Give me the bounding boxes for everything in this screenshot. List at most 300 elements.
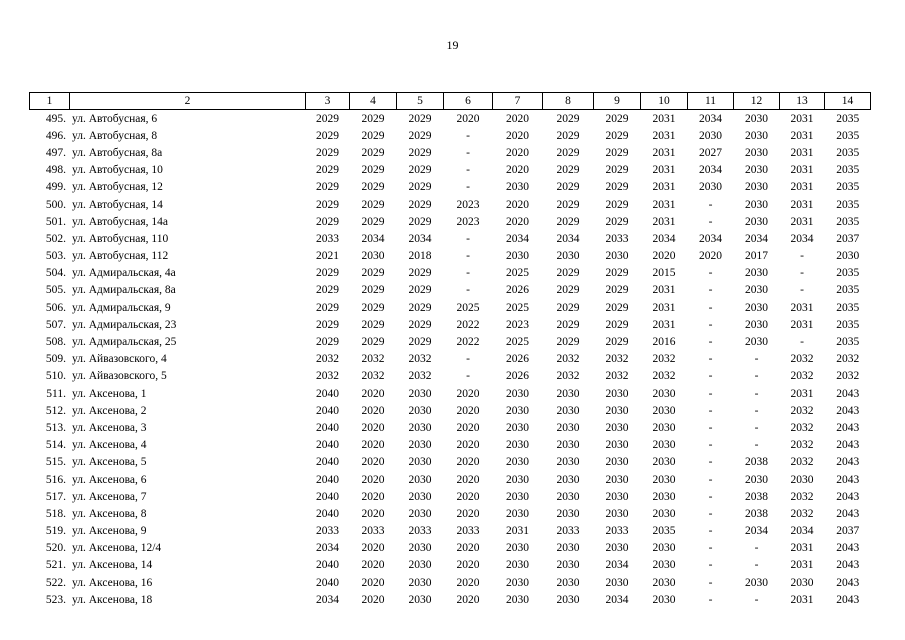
table-row xyxy=(30,437,871,454)
year-cell-col-6: 2022 xyxy=(456,318,480,331)
year-cell-col-3: 2040 xyxy=(316,507,339,520)
year-cell-col-12: 2030 xyxy=(745,164,768,177)
year-cell-col-9: 2033 xyxy=(605,525,629,538)
table-row xyxy=(30,162,871,179)
year-cell-col-10: 2031 xyxy=(652,181,676,194)
year-cell-col-7: 2020 xyxy=(506,198,529,211)
year-cell-col-13: 2031 xyxy=(790,129,814,142)
row-number: 519. xyxy=(45,525,66,538)
year-cell-col-11: - xyxy=(708,301,713,314)
year-cell-col-8: 2029 xyxy=(556,129,580,142)
year-cell-col-3: 2029 xyxy=(316,318,339,331)
year-cell-col-10: 2031 xyxy=(652,198,676,211)
year-cell-col-12: 2030 xyxy=(745,215,768,228)
row-number: 501. xyxy=(45,215,66,228)
year-cell-col-12: 2030 xyxy=(745,267,768,280)
year-cell-col-7: 2030 xyxy=(506,490,529,503)
year-cell-col-8: 2029 xyxy=(556,198,580,211)
year-cell-col-12: 2030 xyxy=(745,112,768,125)
year-cell-col-5: 2029 xyxy=(408,164,432,177)
year-cell-col-13: 2031 xyxy=(790,181,814,194)
year-cell-col-11: - xyxy=(708,198,713,211)
row-number: 523. xyxy=(45,593,66,606)
year-cell-col-6: - xyxy=(466,250,470,263)
year-cell-col-14: 2037 xyxy=(836,525,860,538)
year-cell-col-5: 2029 xyxy=(408,112,432,125)
year-cell-col-4: 2029 xyxy=(361,284,385,297)
year-cell-col-11: - xyxy=(708,525,713,538)
year-cell-col-8: 2029 xyxy=(556,181,580,194)
year-cell-col-8: 2030 xyxy=(556,559,580,572)
table-row xyxy=(30,574,871,591)
year-cell-col-11: - xyxy=(708,593,713,606)
year-cell-col-13: 2034 xyxy=(790,525,814,538)
table-row xyxy=(30,540,871,557)
year-cell-col-4: 2032 xyxy=(361,353,385,366)
table-row xyxy=(30,505,871,522)
year-cell-col-13: 2030 xyxy=(790,473,814,486)
year-cell-col-4: 2020 xyxy=(361,473,385,486)
year-cell-col-5: 2030 xyxy=(408,421,432,434)
year-cell-col-6: 2020 xyxy=(456,439,480,452)
year-cell-col-4: 2034 xyxy=(361,232,385,245)
row-number: 503. xyxy=(45,250,66,263)
year-cell-col-4: 2020 xyxy=(361,593,385,606)
address-cell: ул. Аксенова, 7 xyxy=(72,490,147,503)
year-cell-col-5: 2032 xyxy=(408,370,432,383)
year-cell-col-14: 2035 xyxy=(836,267,860,280)
year-cell-col-9: 2030 xyxy=(605,490,629,503)
year-cell-col-10: 2030 xyxy=(652,576,676,589)
year-cell-col-6: 2020 xyxy=(456,507,480,520)
year-cell-col-14: 2043 xyxy=(836,507,860,520)
year-cell-col-3: 2040 xyxy=(316,421,339,434)
year-cell-col-5: 2030 xyxy=(408,507,432,520)
year-cell-col-14: 2032 xyxy=(836,370,860,383)
year-cell-col-14: 2035 xyxy=(836,318,860,331)
year-cell-col-5: 2030 xyxy=(408,559,432,572)
column-header-8: 8 xyxy=(543,93,594,110)
year-cell-col-5: 2029 xyxy=(408,215,432,228)
year-cell-col-3: 2040 xyxy=(316,473,339,486)
year-cell-col-9: 2029 xyxy=(605,336,629,349)
year-cell-col-11: - xyxy=(708,284,713,297)
year-cell-col-13: - xyxy=(800,336,804,349)
year-cell-col-14: 2035 xyxy=(836,198,860,211)
address-cell: ул. Аксенова, 2 xyxy=(72,404,147,417)
year-cell-col-12: - xyxy=(754,353,759,366)
year-cell-col-4: 2029 xyxy=(361,112,385,125)
year-cell-col-3: 2033 xyxy=(316,232,339,245)
table-row xyxy=(30,196,871,213)
year-cell-col-11: 2030 xyxy=(699,181,722,194)
year-cell-col-3: 2029 xyxy=(316,215,339,228)
year-cell-col-10: 2020 xyxy=(652,250,676,263)
row-number: 520. xyxy=(45,542,66,555)
year-cell-col-8: 2030 xyxy=(556,456,580,469)
year-cell-col-5: 2029 xyxy=(408,181,432,194)
year-cell-col-7: 2030 xyxy=(506,559,529,572)
column-header-1: 1 xyxy=(30,93,70,110)
year-cell-col-6: 2020 xyxy=(456,576,480,589)
table-row xyxy=(30,299,871,316)
year-cell-col-14: 2035 xyxy=(836,336,860,349)
year-cell-col-14: 2037 xyxy=(836,232,860,245)
year-cell-col-12: 2034 xyxy=(745,232,768,245)
year-cell-col-5: 2033 xyxy=(408,525,432,538)
year-cell-col-7: 2020 xyxy=(506,129,529,142)
year-cell-col-13: 2031 xyxy=(790,593,814,606)
year-cell-col-14: 2043 xyxy=(836,576,860,589)
table-row xyxy=(30,471,871,488)
year-cell-col-6: - xyxy=(466,232,470,245)
year-cell-col-8: 2032 xyxy=(556,370,580,383)
year-cell-col-8: 2029 xyxy=(556,336,580,349)
year-cell-col-14: 2043 xyxy=(836,456,860,469)
year-cell-col-8: 2032 xyxy=(556,353,580,366)
year-cell-col-9: 2029 xyxy=(605,198,629,211)
year-cell-col-6: - xyxy=(466,146,470,159)
address-cell: ул. Автобусная, 14а xyxy=(72,215,168,228)
year-cell-col-4: 2029 xyxy=(361,318,385,331)
year-cell-col-6: - xyxy=(466,370,470,383)
year-cell-col-10: 2031 xyxy=(652,284,676,297)
column-header-3: 3 xyxy=(306,93,350,110)
year-cell-col-13: 2031 xyxy=(790,318,814,331)
year-cell-col-10: 2030 xyxy=(652,439,676,452)
address-cell: ул. Адмиральская, 23 xyxy=(72,318,177,331)
year-cell-col-12: - xyxy=(754,439,759,452)
row-number: 510. xyxy=(45,370,66,383)
address-cell: ул. Аксенова, 12/4 xyxy=(72,542,162,555)
year-cell-col-4: 2029 xyxy=(361,301,385,314)
year-cell-col-3: 2029 xyxy=(316,284,339,297)
year-cell-col-6: 2033 xyxy=(456,525,480,538)
year-cell-col-5: 2034 xyxy=(408,232,432,245)
year-cell-col-13: - xyxy=(800,284,804,297)
year-cell-col-10: 2030 xyxy=(652,404,676,417)
year-cell-col-14: 2043 xyxy=(836,542,860,555)
table-row xyxy=(30,110,871,128)
year-cell-col-5: 2029 xyxy=(408,146,432,159)
address-cell: ул. Адмиральская, 9 xyxy=(72,301,171,314)
year-cell-col-10: 2032 xyxy=(652,370,676,383)
year-cell-col-5: 2030 xyxy=(408,593,432,606)
year-cell-col-14: 2035 xyxy=(836,129,860,142)
year-cell-col-10: 2030 xyxy=(652,559,676,572)
address-cell: ул. Аксенова, 5 xyxy=(72,456,147,469)
year-cell-col-6: - xyxy=(466,164,470,177)
year-cell-col-14: 2043 xyxy=(836,559,860,572)
year-cell-col-8: 2029 xyxy=(556,112,580,125)
year-cell-col-9: 2029 xyxy=(605,215,629,228)
year-cell-col-9: 2032 xyxy=(605,370,629,383)
year-cell-col-6: 2020 xyxy=(456,112,480,125)
year-cell-col-9: 2030 xyxy=(605,576,629,589)
year-cell-col-8: 2030 xyxy=(556,507,580,520)
year-cell-col-6: 2025 xyxy=(456,301,480,314)
year-cell-col-3: 2029 xyxy=(316,164,339,177)
year-cell-col-5: 2030 xyxy=(408,456,432,469)
address-cell: ул. Айвазовского, 5 xyxy=(72,370,167,383)
year-cell-col-14: 2035 xyxy=(836,112,860,125)
address-cell: ул. Аксенова, 8 xyxy=(72,507,147,520)
year-cell-col-9: 2030 xyxy=(605,439,629,452)
year-cell-col-7: 2030 xyxy=(506,421,529,434)
year-cell-col-3: 2040 xyxy=(316,404,339,417)
year-cell-col-8: 2030 xyxy=(556,250,580,263)
year-cell-col-3: 2033 xyxy=(316,525,339,538)
row-number: 508. xyxy=(45,336,66,349)
year-cell-col-12: 2030 xyxy=(745,318,768,331)
year-cell-col-9: 2030 xyxy=(605,542,629,555)
year-cell-col-12: 2030 xyxy=(745,284,768,297)
year-cell-col-12: - xyxy=(754,370,759,383)
year-cell-col-6: 2023 xyxy=(456,215,480,228)
year-cell-col-5: 2030 xyxy=(408,490,432,503)
year-cell-col-4: 2020 xyxy=(361,542,385,555)
year-cell-col-10: 2030 xyxy=(652,456,676,469)
year-cell-col-10: 2031 xyxy=(652,215,676,228)
year-cell-col-4: 2020 xyxy=(361,456,385,469)
year-cell-col-10: 2030 xyxy=(652,490,676,503)
table-row xyxy=(30,144,871,161)
year-cell-col-12: 2030 xyxy=(745,576,768,589)
year-cell-col-7: 2030 xyxy=(506,593,529,606)
table-header xyxy=(30,93,871,110)
year-cell-col-5: 2018 xyxy=(408,250,432,263)
year-cell-col-13: 2032 xyxy=(790,404,814,417)
year-cell-col-5: 2030 xyxy=(408,576,432,589)
year-cell-col-8: 2030 xyxy=(556,576,580,589)
column-header-9: 9 xyxy=(594,93,641,110)
address-cell: ул. Автобусная, 8а xyxy=(72,146,163,159)
table-row xyxy=(30,351,871,368)
year-cell-col-9: 2029 xyxy=(605,164,629,177)
year-cell-col-7: 2026 xyxy=(506,284,529,297)
year-cell-col-14: 2035 xyxy=(836,215,860,228)
year-cell-col-9: 2029 xyxy=(605,318,629,331)
year-cell-col-11: - xyxy=(708,387,713,400)
year-cell-col-9: 2029 xyxy=(605,112,629,125)
year-cell-col-5: 2029 xyxy=(408,284,432,297)
row-number: 505. xyxy=(45,284,66,297)
year-cell-col-11: - xyxy=(708,473,713,486)
year-cell-col-14: 2035 xyxy=(836,284,860,297)
year-cell-col-13: 2031 xyxy=(790,215,814,228)
year-cell-col-13: 2032 xyxy=(790,507,814,520)
year-cell-col-8: 2029 xyxy=(556,146,580,159)
year-cell-col-4: 2029 xyxy=(361,198,385,211)
year-cell-col-3: 2040 xyxy=(316,439,339,452)
year-cell-col-7: 2030 xyxy=(506,507,529,520)
year-cell-col-10: 2030 xyxy=(652,421,676,434)
year-cell-col-9: 2029 xyxy=(605,146,629,159)
row-number: 502. xyxy=(45,232,66,245)
table-row xyxy=(30,179,871,196)
year-cell-col-12: 2038 xyxy=(745,490,768,503)
year-cell-col-8: 2030 xyxy=(556,542,580,555)
table-row xyxy=(30,230,871,247)
year-cell-col-7: 2030 xyxy=(506,250,529,263)
year-cell-col-5: 2029 xyxy=(408,301,432,314)
year-cell-col-3: 2034 xyxy=(316,542,339,555)
year-cell-col-14: 2035 xyxy=(836,181,860,194)
year-cell-col-5: 2029 xyxy=(408,129,432,142)
year-cell-col-3: 2029 xyxy=(316,146,339,159)
table-row xyxy=(30,333,871,350)
year-cell-col-4: 2029 xyxy=(361,267,385,280)
year-cell-col-14: 2043 xyxy=(836,439,860,452)
year-cell-col-9: 2029 xyxy=(605,181,629,194)
year-cell-col-12: 2038 xyxy=(745,456,768,469)
year-cell-col-11: 2030 xyxy=(699,129,722,142)
year-cell-col-3: 2040 xyxy=(316,490,339,503)
address-cell: ул. Айвазовского, 4 xyxy=(72,353,167,366)
row-number: 496. xyxy=(45,129,66,142)
year-cell-col-4: 2029 xyxy=(361,164,385,177)
table-row xyxy=(30,368,871,385)
table-row xyxy=(30,591,871,608)
year-cell-col-14: 2043 xyxy=(836,593,860,606)
year-cell-col-13: 2032 xyxy=(790,456,814,469)
year-cell-col-11: - xyxy=(708,507,713,520)
year-cell-col-14: 2043 xyxy=(836,404,860,417)
year-cell-col-10: 2031 xyxy=(652,318,676,331)
year-cell-col-8: 2030 xyxy=(556,421,580,434)
year-cell-col-4: 2020 xyxy=(361,421,385,434)
row-number: 500. xyxy=(45,198,66,211)
year-cell-col-4: 2020 xyxy=(361,439,385,452)
table-row xyxy=(30,316,871,333)
year-cell-col-4: 2029 xyxy=(361,181,385,194)
year-cell-col-14: 2043 xyxy=(836,473,860,486)
year-cell-col-9: 2029 xyxy=(605,129,629,142)
year-cell-col-7: 2030 xyxy=(506,473,529,486)
year-cell-col-7: 2030 xyxy=(506,439,529,452)
row-number: 506. xyxy=(45,301,66,314)
year-cell-col-12: 2038 xyxy=(745,507,768,520)
year-cell-col-12: 2017 xyxy=(745,250,768,263)
year-cell-col-9: 2030 xyxy=(605,456,629,469)
row-number: 499. xyxy=(45,181,66,194)
year-cell-col-13: 2031 xyxy=(790,542,814,555)
year-cell-col-11: - xyxy=(708,439,713,452)
year-cell-col-10: 2030 xyxy=(652,542,676,555)
year-cell-col-8: 2033 xyxy=(556,525,580,538)
year-cell-col-4: 2020 xyxy=(361,490,385,503)
row-number: 507. xyxy=(45,318,66,331)
year-cell-col-5: 2029 xyxy=(408,267,432,280)
year-cell-col-7: 2030 xyxy=(506,576,529,589)
column-header-7: 7 xyxy=(493,93,543,110)
year-cell-col-3: 2032 xyxy=(316,370,339,383)
year-cell-col-11: - xyxy=(708,576,713,589)
table-row xyxy=(30,523,871,540)
year-cell-col-12: - xyxy=(754,387,759,400)
year-cell-col-3: 2029 xyxy=(316,129,339,142)
year-cell-col-13: 2031 xyxy=(790,198,814,211)
address-cell: ул. Аксенова, 4 xyxy=(72,439,147,452)
year-cell-col-6: 2020 xyxy=(456,542,480,555)
year-cell-col-7: 2034 xyxy=(506,232,529,245)
year-cell-col-10: 2030 xyxy=(652,473,676,486)
year-cell-col-11: 2027 xyxy=(699,146,722,159)
year-cell-col-10: 2030 xyxy=(652,507,676,520)
year-cell-col-3: 2029 xyxy=(316,267,339,280)
column-header-13: 13 xyxy=(780,93,825,110)
year-cell-col-9: 2032 xyxy=(605,353,629,366)
year-cell-col-14: 2032 xyxy=(836,353,860,366)
year-cell-col-13: 2031 xyxy=(790,146,814,159)
year-cell-col-6: 2022 xyxy=(456,336,480,349)
year-cell-col-13: 2031 xyxy=(790,164,814,177)
year-cell-col-7: 2030 xyxy=(506,181,529,194)
year-cell-col-12: - xyxy=(754,421,759,434)
year-cell-col-11: - xyxy=(708,336,713,349)
year-cell-col-12: - xyxy=(754,593,759,606)
year-cell-col-11: - xyxy=(708,542,713,555)
year-cell-col-7: 2030 xyxy=(506,542,529,555)
row-number: 516. xyxy=(45,473,66,486)
year-cell-col-11: 2034 xyxy=(699,232,722,245)
year-cell-col-14: 2035 xyxy=(836,164,860,177)
year-cell-col-5: 2030 xyxy=(408,473,432,486)
address-cell: ул. Автобусная, 6 xyxy=(72,112,158,125)
year-cell-col-9: 2030 xyxy=(605,387,629,400)
year-cell-col-3: 2029 xyxy=(316,181,339,194)
row-number: 514. xyxy=(45,439,66,452)
year-cell-col-12: 2030 xyxy=(745,181,768,194)
year-cell-col-12: - xyxy=(754,404,759,417)
year-cell-col-5: 2030 xyxy=(408,439,432,452)
year-cell-col-14: 2035 xyxy=(836,301,860,314)
year-cell-col-4: 2029 xyxy=(361,336,385,349)
year-cell-col-6: 2020 xyxy=(456,456,480,469)
row-number: 518. xyxy=(45,507,66,520)
table-row xyxy=(30,127,871,144)
year-cell-col-5: 2029 xyxy=(408,198,432,211)
row-number: 522. xyxy=(45,576,66,589)
year-cell-col-6: - xyxy=(466,284,470,297)
year-cell-col-8: 2030 xyxy=(556,387,580,400)
year-cell-col-3: 2032 xyxy=(316,353,339,366)
year-cell-col-11: 2034 xyxy=(699,112,722,125)
year-cell-col-6: - xyxy=(466,129,470,142)
year-cell-col-9: 2029 xyxy=(605,301,629,314)
year-cell-col-11: 2020 xyxy=(699,250,722,263)
year-cell-col-11: - xyxy=(708,318,713,331)
table-row xyxy=(30,419,871,436)
row-number: 497. xyxy=(45,146,66,159)
column-header-6: 6 xyxy=(444,93,493,110)
year-cell-col-7: 2030 xyxy=(506,456,529,469)
year-cell-col-6: 2020 xyxy=(456,593,480,606)
table-row xyxy=(30,385,871,402)
row-number: 517. xyxy=(45,490,66,503)
row-number: 509. xyxy=(45,353,66,366)
year-cell-col-6: 2020 xyxy=(456,473,480,486)
row-number: 504. xyxy=(45,267,66,280)
address-cell: ул. Автобусная, 110 xyxy=(72,232,169,245)
year-cell-col-13: 2031 xyxy=(790,559,814,572)
year-cell-col-12: - xyxy=(754,559,759,572)
year-cell-col-5: 2030 xyxy=(408,542,432,555)
year-cell-col-8: 2030 xyxy=(556,473,580,486)
year-cell-col-11: - xyxy=(708,370,713,383)
year-cell-col-7: 2020 xyxy=(506,164,529,177)
year-cell-col-3: 2040 xyxy=(316,387,339,400)
